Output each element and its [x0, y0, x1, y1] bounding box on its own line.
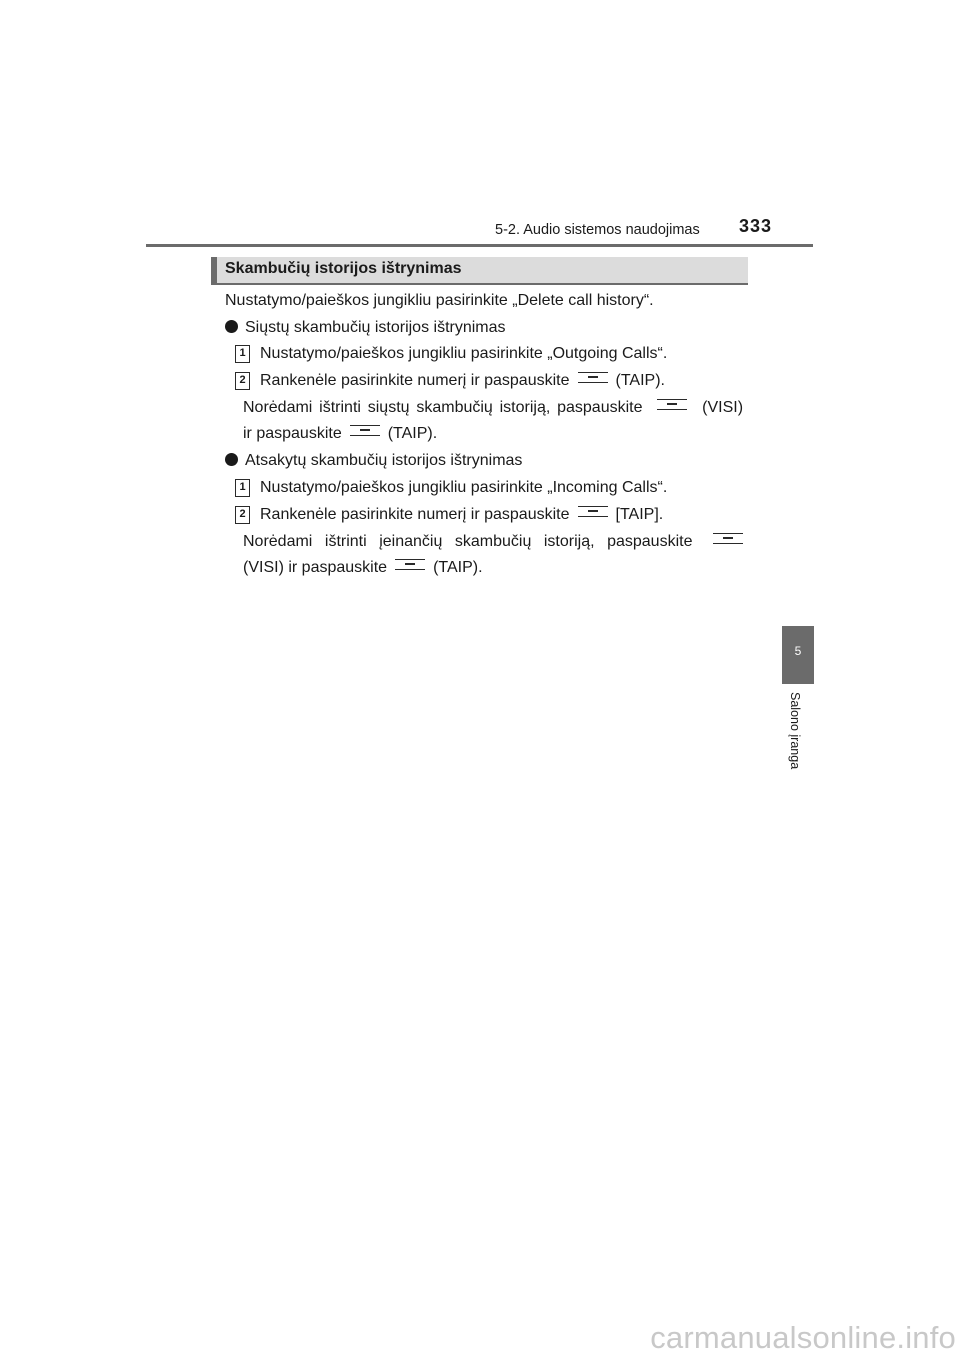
outgoing-note-line1 — [243, 398, 743, 418]
chapter-number: 5 — [794, 644, 802, 658]
outgoing-note-value: (VISI) — [702, 399, 744, 416]
header-divider — [146, 244, 813, 247]
outgoing-note-line2 — [243, 424, 437, 444]
section-heading — [211, 257, 748, 285]
outgoing-step1-text: Nustatymo/paieškos jungikliu pasirinkite „Outgoing Calls“. — [260, 345, 668, 362]
section-heading-bar — [211, 257, 217, 283]
steering-switch-button-icon — [713, 533, 743, 544]
incoming-step2 — [260, 505, 663, 525]
bullet-icon — [225, 453, 238, 466]
step-number-2: 2 — [235, 506, 250, 524]
chapter-tab — [782, 626, 814, 684]
steering-switch-button-icon — [395, 559, 425, 570]
incoming-step1-text: Nustatymo/paieškos jungikliu pasirinkite „Incoming Calls“. — [260, 479, 668, 496]
chapter-label: Salono įranga — [788, 692, 802, 770]
incoming-note-text2: (VISI) ir paspauskite — [243, 559, 388, 576]
steering-switch-button-icon — [578, 506, 608, 517]
incoming-step2-text: Rankenėle pasirinkite numerį ir paspauskite — [260, 506, 570, 523]
step-number-1: 1 — [235, 345, 250, 363]
intro-text: Nustatymo/paieškos jungikliu pasirinkite „Delete call history“. — [225, 292, 654, 309]
outgoing-bullet-item — [225, 318, 506, 338]
running-header-section: 5-2. Audio sistemos naudojimas — [495, 222, 700, 238]
outgoing-note-text: Norėdami ištrinti siųstų skambučių istoriją, paspauskite — [243, 399, 643, 416]
incoming-bullet-item — [225, 451, 522, 471]
outgoing-note-value2: (TAIP). — [387, 425, 438, 442]
outgoing-note-text2: ir paspauskite — [243, 425, 342, 442]
page-number: 333 — [739, 216, 773, 236]
incoming-bullet-text: Atsakytų skambučių istorijos ištrynimas — [245, 452, 523, 469]
incoming-note-value2: (TAIP). — [433, 559, 483, 576]
step-number-1: 1 — [235, 479, 250, 497]
outgoing-step2-value: (TAIP). — [615, 372, 665, 389]
outgoing-step2 — [260, 371, 665, 391]
incoming-note-line1 — [243, 532, 743, 552]
section-title: Skambučių istorijos ištrynimas — [225, 260, 462, 277]
watermark: carmanualsonline.info — [650, 1320, 956, 1355]
incoming-note-text: Norėdami ištrinti įeinančių skambučių istoriją, paspauskite — [243, 533, 693, 550]
steering-switch-button-icon — [657, 399, 687, 410]
outgoing-step2-text: Rankenėle pasirinkite numerį ir paspauskite — [260, 372, 570, 389]
incoming-note-line2 — [243, 558, 483, 578]
steering-switch-button-icon — [350, 425, 380, 436]
step-number-2: 2 — [235, 372, 250, 390]
incoming-step2-value: [TAIP]. — [615, 506, 664, 523]
outgoing-bullet-text: Siųstų skambučių istorijos ištrynimas — [245, 319, 506, 336]
steering-switch-button-icon — [578, 372, 608, 383]
bullet-icon — [225, 320, 238, 333]
